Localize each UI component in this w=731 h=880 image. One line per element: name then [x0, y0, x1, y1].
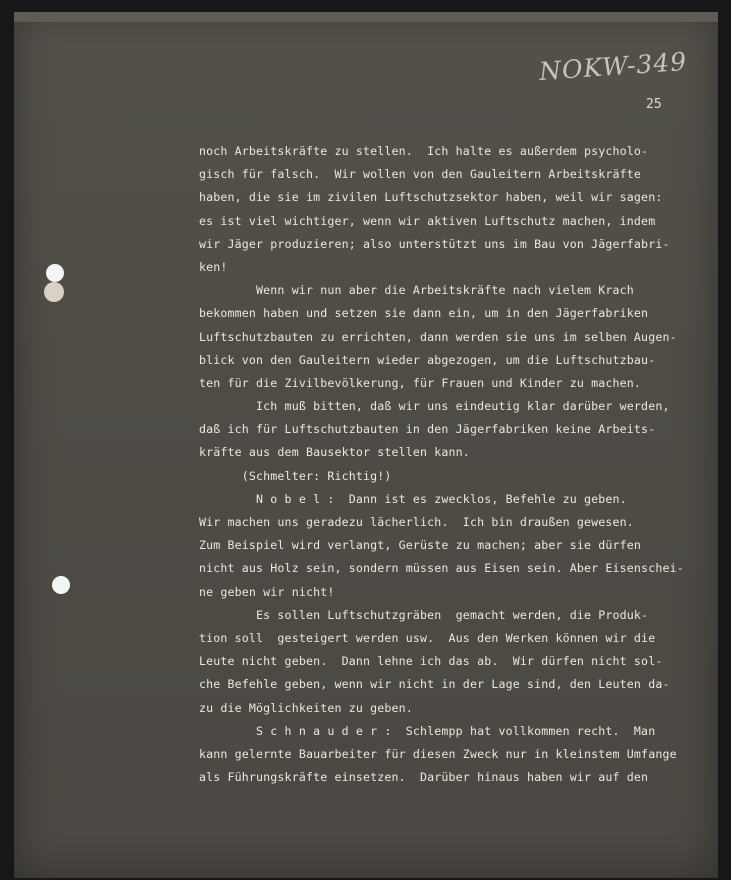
text-line: ne geben wir nicht! [199, 584, 335, 599]
text-line: kann gelernte Bauarbeiter für diesen Zweck nur in kleinstem Umfange [199, 746, 677, 761]
punch-hole-lower [52, 576, 70, 594]
text-line: Ich muß bitten, daß wir uns eindeutig klar darüber werden, [199, 399, 670, 414]
sheet-top-edge [14, 12, 718, 22]
text-line: gisch für falsch. Wir wollen von den Gauleitern Arbeitskräfte [199, 167, 642, 182]
text-line: (Schmelter: Richtig!) [199, 468, 392, 483]
text-line: nicht aus Holz sein, sondern müssen aus Eisen sein. Aber Eisenschei- [199, 561, 684, 576]
text-line: tion soll gesteigert werden usw. Aus den Werken können wir die [199, 630, 656, 645]
typewritten-body [199, 140, 709, 789]
text-line: haben, die sie im zivilen Luftschutzsektor haben, weil wir sagen: [199, 190, 663, 205]
text-line: noch Arbeitskräfte zu stellen. Ich halte es außerdem psycholo- [199, 144, 649, 158]
text-line: blick von den Gauleitern wieder abgezogen, um die Luftschutzbau- [199, 352, 656, 367]
punch-hole-upper [46, 264, 64, 282]
text-line: Luftschutzbauten zu errichten, dann werden sie uns im selben Augen- [199, 329, 677, 344]
text-line: als Führungskräfte einsetzen. Darüber hinaus haben wir auf den [199, 770, 649, 785]
punch-hole-upper-torn [44, 282, 64, 302]
text-line: Es sollen Luftschutzgräben gemacht werden, die Produk- [199, 607, 649, 622]
text-line: kräfte aus dem Bausektor stellen kann. [199, 445, 470, 460]
document-sheet [14, 12, 718, 878]
text-line: Wir machen uns geradezu lächerlich. Ich bin draußen gewesen. [199, 515, 634, 529]
text-line: daß ich für Luftschutzbauten in den Jägerfabriken keine Arbeits- [199, 422, 656, 437]
text-line: S c h n a u d e r : Schlempp hat vollkommen recht. Man [199, 723, 656, 738]
text-line: bekommen haben und setzen sie dann ein, um in den Jägerfabriken [199, 306, 649, 321]
text-line: es ist viel wichtiger, wenn wir aktiven Luftschutz machen, indem [199, 213, 656, 228]
handwritten-document-code: NOKW-349 [538, 46, 689, 87]
text-line: N o b e l : Dann ist es zwecklos, Befehle zu geben. [199, 491, 627, 506]
text-line: Wenn wir nun aber die Arbeitskräfte nach vielem Krach [199, 283, 634, 298]
text-line: ten für die Zivilbevölkerung, für Frauen und Kinder zu machen. [199, 375, 642, 390]
text-line: ken! [199, 259, 228, 274]
text-line: che Befehle geben, wenn wir nicht in der Lage sind, den Leuten da- [199, 677, 670, 692]
page-number: 25 [646, 97, 662, 112]
text-line: Zum Beispiel wird verlangt, Gerüste zu machen; aber sie dürfen [199, 538, 642, 553]
text-line: Leute nicht geben. Dann lehne ich das ab. Wir dürfen nicht sol- [199, 654, 663, 669]
text-line: wir Jäger produzieren; also unterstützt uns im Bau von Jägerfabri- [199, 236, 670, 251]
text-line: zu die Möglichkeiten zu geben. [199, 700, 413, 715]
